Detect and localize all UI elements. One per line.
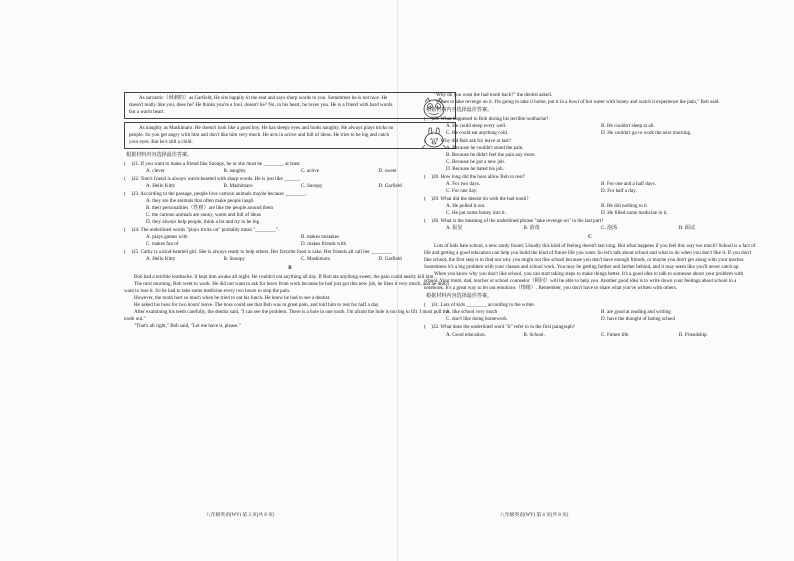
options-21: A. clever B. naughty C. active D. sweet <box>146 168 397 175</box>
question-21: ( )21. If you want to make a friend like Snoopy, he or she must be ________ at least. <box>124 161 301 168</box>
garfield-text: As sarcastic（讽刺的）as Garfield, He sits happily in the seat and says sharp words to you. Sometimes he is not nice. He doesn't really like you, does he? He thinks you're a fool, doesn't he? No, in his heart, he loves you. He is a friend with hard words but a warm heart. <box>129 95 393 116</box>
question-30: ( )30. What is the meaning of the underlined phrase "take revenge on" in the last part? <box>424 218 604 225</box>
options-29: A. He pulled it out. B. He did nothing to it. C. He put some honey into it. D. He filled some medicine in it. <box>446 203 668 217</box>
right-column <box>424 92 756 339</box>
mashimaro-box <box>124 122 456 149</box>
mashimaro-text: As naughty as Mashimaro. He doesn't look like a good boy. He has sleepy eyes and looks naughty. He always plays tricks on people. So you get angry with him and don't like him very much. He acts in active and full of ideas. He tries to be big and catch your eyes. But he's still a child. <box>129 125 394 146</box>
section-b-heading: B <box>288 265 292 272</box>
question-29: ( )29. What did the dentist do with the bad tooth? <box>424 196 529 203</box>
question-32: ( )32. What does the underlined word "it" refer to in the first paragraph? <box>424 324 575 331</box>
instruction: 根据材料内容选择最佳答案。 <box>426 107 493 114</box>
options-28: A. For two days. B. For one and a half days. C. For one day. D. For half a day. <box>446 181 656 195</box>
question-block <box>124 161 456 263</box>
instruction-2: 根据材料内容选择最佳答案。 <box>426 293 493 300</box>
instruction: 根据材料内容选择最佳答案。 <box>126 152 193 159</box>
question-22: ( )22. Tom's friend is always warm-hearted with sharp words. He is just like ______. <box>124 176 301 183</box>
passage-c: Lots of kids hate school, a new study found. Usually this kind of feeling doesn't last long. But what happens if you feel this way too much? School is a fact of life and getting a good education can help you build the kind of future life you want. So let's talk about school and what to do when you don't like it. If you don't like school, the first step is to find out why you might not like school because you don't have enough friends, or maybe you don't get along with your teacher. Sometimes it's a big problem with your classes and school work. You may be getting farther and farther behind, and it may seem like you'll never catch up. When you know why you don't like school, you can start taking steps to make things better. It's a good idea to talk to someone about your problem with school. Your mom, dad, teacher or school counselor（顾问）will be able to help you. Another good idea is to write down your feelings about school in a notebook. It's a great way to let out emotions（情绪）. Remember, you don't have to share what you've written with others. <box>424 243 756 292</box>
question-27: ( )27. Why did Bob ask for leave at last? <box>424 138 511 145</box>
question-28: ( )28. How long did the boss allow Bob to rest? <box>424 174 525 181</box>
options-23: A. they are the animals that often make people laugh B. their personalities（性格）are like the people around them C. the cartoon animals are sunny, warm and full of ideas D. they always help people, think a lot and try to be big <box>146 198 274 226</box>
passage-b: Bob had a terrible toothache. It kept him awake all night. He couldn't eat anything all day. If Bob ate anything sweet, the pain could nearly kill him. The next morning, Bob went to work. He did not want to ask for leave from work because he had just got this new job, he likes it very much, and he didn't want to lose it. So he had to take some medicine every two hours to stop the pain. However, the tooth hurt so much when he tried to eat his lunch. He knew he had to see a dentist. He asked his boss for two hours' leave. The boss could see that Bob was in great pain, and told him to rest for half a day. After examining his teeth carefully, the dentist said, "I can see the problem. There is a hole in one tooth. I'm afraid the hole is too big to fill. I must pull the tooth out." "That's all right," Bob said, "Let me have it, please." <box>124 274 450 330</box>
question-31: ( )31. Lots of kids ________ according to the writer. <box>424 302 536 309</box>
left-column <box>124 92 456 330</box>
question-26: ( )26. What happened to Bob during his terrible toothache? <box>424 116 549 123</box>
options-30: A. 报复 B. 消毒 C. 泡汤 D. 面试 <box>446 225 695 232</box>
question-25: ( )25. Cathy is a kind-hearted girl. She is always ready to help others. Her favorite food is cake. Her friends all call her ________. <box>124 249 393 256</box>
options-31: A. like school very much B. are good at reading and writing C. don't like doing homework D. have the thought of hating school <box>446 309 676 323</box>
options-26: A. He could sleep every well. B. He couldn't sleep at all. C. He could eat anything cold. D. He couldn't go to work the next morning. <box>446 123 692 137</box>
page-footer-left: 八年级英语(WY) 第 3 页(共 8 页) <box>206 513 275 518</box>
page-footer-right: 八年级英语(WY) 第 4 页(共 8 页) <box>500 513 569 518</box>
options-25: A. Hello Kitty B. Snoopy C. Mashimaro D. Garfield <box>146 256 402 263</box>
passage-b-continued: "Why do you want the bad tooth back?" the dentist asked. "I want to take revenge on it. I'm going to take it home, put it in a bowl of hot water with honey and watch it experience the pain," Bob said. <box>434 92 720 106</box>
options-27: A. Because he couldn't stand the pain. B. Because he didn't feel the pain any more. C. Because he got a new job. D. Because he hated his job. <box>446 145 536 173</box>
options-24: A. plays games with B. makes mistakes C. makes fun of D. makes friends with <box>146 234 346 248</box>
garfield-box <box>124 92 456 119</box>
section-c-heading: C <box>588 234 592 241</box>
options-32: A. Good education. B. School. C. Future life. D. Friendship. <box>446 331 708 338</box>
question-23: ( )23. According to the passage, people love cartoon animals maybe because ________. <box>124 191 307 198</box>
options-22: A. Hello Kitty B. Mashimaro C. Snoopy D. Garfield <box>146 183 402 190</box>
question-24: ( )24. The underlined words "plays tricks on" probably mean "________". <box>124 227 280 234</box>
